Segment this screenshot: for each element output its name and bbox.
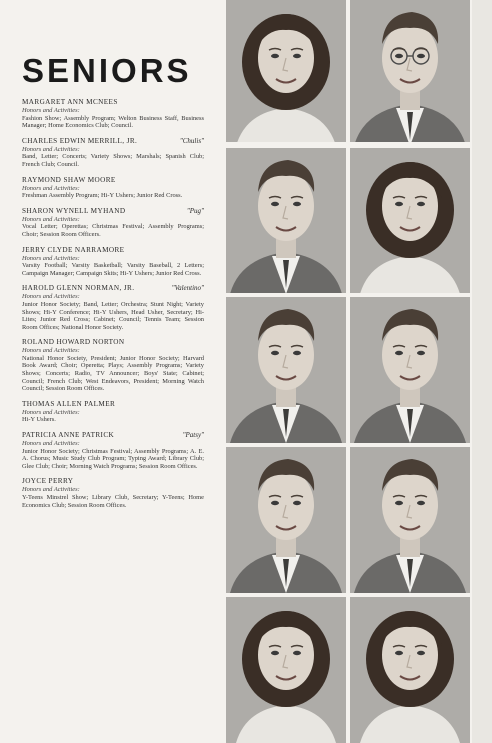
senior-entry: [22, 207, 204, 239]
senior-portrait: [350, 0, 470, 142]
senior-name: ROLAND HOWARD NORTON: [22, 338, 125, 347]
honors-label: Honors and Activities:: [22, 215, 80, 223]
senior-header: [22, 284, 204, 293]
senior-header: [22, 431, 204, 440]
senior-name: JOYCE PERRY: [22, 477, 74, 486]
senior-portrait: [226, 597, 346, 743]
honors-label: Honors and Activities:: [22, 293, 80, 301]
senior-header: [22, 98, 204, 107]
senior-nickname: "Chulis": [179, 136, 204, 145]
senior-header: [22, 246, 204, 255]
senior-portrait: [350, 447, 470, 593]
honors-label: Honors and Activities:: [22, 486, 80, 494]
senior-list: [22, 98, 204, 516]
honors-label: Honors and Activities:: [22, 254, 80, 262]
senior-header: [22, 400, 204, 409]
activities-text: National Honor Society, President; Junior Honor Society; Harvard Book Award; Choir; Operetta; Plays; Assembly Programs; Variety Shows; Concerts; Radio, TV Announcer; Boys' State; Cabinet; Council; French Club; West Endeavors, President; Morning Watch Council; Session Room Offices.: [22, 354, 204, 393]
honors-label: Honors and Activities:: [22, 184, 80, 192]
page-edge: [472, 0, 492, 743]
honors-label: Honors and Activities:: [22, 145, 80, 153]
senior-nickname: "Pug": [186, 206, 204, 215]
senior-entry: [22, 176, 204, 200]
senior-header: [22, 137, 204, 146]
activities-text: Vocal Letter; Operettas; Christmas Festival; Assembly Programs; Choir; Session Room Officers.: [22, 223, 204, 238]
senior-header: [22, 207, 204, 216]
senior-portrait: [350, 297, 470, 443]
senior-entry: [22, 431, 204, 470]
activities-text: Hi-Y Ushers.: [22, 416, 56, 424]
senior-header: [22, 338, 204, 347]
page-title: SENIORS: [22, 52, 192, 89]
senior-name: HAROLD GLENN NORMAN, JR.: [22, 284, 135, 293]
senior-portrait: [226, 148, 346, 293]
senior-name: RAYMOND SHAW MOORE: [22, 175, 116, 184]
activities-text: Freshman Assembly Program; Hi-Y Ushers; Junior Red Cross.: [22, 192, 183, 200]
senior-entry: [22, 400, 204, 424]
activities-text: Varsity Football; Varsity Basketball; Varsity Baseball, 2 Letters; Campaign Manager; Campaign Skits; Hi-Y Ushers; Junior Red Cross.: [22, 262, 204, 277]
senior-portrait: [350, 148, 470, 293]
honors-label: Honors and Activities:: [22, 347, 80, 355]
senior-nickname: "Valentino": [171, 284, 204, 293]
senior-entry: [22, 137, 204, 169]
senior-name: PATRICIA ANNE PATRICK: [22, 431, 115, 440]
senior-entry: [22, 338, 204, 393]
senior-entry: [22, 246, 204, 278]
senior-portrait: [226, 297, 346, 443]
activities-text: Junior Honor Society; Band, Letter; Orchestra; Stunt Night; Variety Shows; Hi-Y Conference; Hi-Y Ushers, Head Usher, Secretary; Hi-Lites; Junior Red Cross; Cabinet; Council; Tennis Team; Session Room Offices; National Honor Society.: [22, 300, 204, 331]
honors-label: Honors and Activities:: [22, 107, 80, 114]
senior-entry: [22, 284, 204, 331]
senior-name: THOMAS ALLEN PALMER: [22, 399, 116, 408]
senior-portrait: [226, 447, 346, 593]
senior-name: MARGARET ANN MCNEES: [22, 98, 118, 106]
senior-portrait: [350, 597, 470, 743]
senior-entry: [22, 98, 204, 130]
senior-entry: [22, 477, 204, 509]
honors-label: Honors and Activities:: [22, 440, 80, 448]
activities-text: Band, Letter; Concerts; Variety Shows; Marshals; Spanish Club; French Club; Council.: [22, 153, 204, 168]
senior-nickname: "Patsy": [182, 431, 204, 440]
senior-name: SHARON WYNELL MYHAND: [22, 206, 126, 215]
senior-portrait: [226, 0, 346, 142]
senior-name: CHARLES EDWIN MERRILL, JR.: [22, 136, 138, 145]
portrait-grid: [226, 0, 472, 743]
activities-text: Y-Teens Minstrel Show; Library Club, Secretary; Y-Teens; Home Economics Club; Session Room Offices.: [22, 494, 204, 509]
senior-name: JERRY CLYDE NARRAMORE: [22, 245, 125, 254]
activities-text: Fashion Show; Assembly Program; Welton Business Staff, Business Manager; Home Economics Club; Council.: [22, 114, 204, 130]
senior-header: [22, 477, 204, 486]
activities-text: Junior Honor Society; Christmas Festival; Assembly Programs; A. E. A. Chorus; Music Study Club Program; Typing Award; Library Club; Glee Club; Choir; Morning Watch Programs; Session Room Offices.: [22, 447, 204, 470]
senior-header: [22, 176, 204, 185]
honors-label: Honors and Activities:: [22, 408, 80, 416]
